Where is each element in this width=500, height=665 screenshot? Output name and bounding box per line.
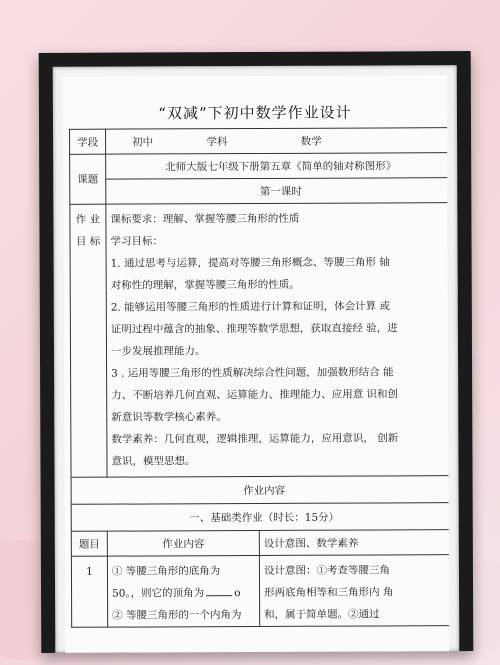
objective-line: 力、不断培养几何直观、运算能力、推理能力、应用意 识和创 bbox=[111, 388, 399, 402]
objective-line: 课标要求：理解、掌握等腰三角形的性质 bbox=[110, 212, 300, 226]
lesson-value: 第一课时 bbox=[106, 178, 450, 205]
design-line: 设计意图：①考查等腰三角 bbox=[263, 564, 390, 577]
document-title: “双减”下初中数学作业设计 bbox=[158, 103, 352, 123]
stage-value: 初中 bbox=[132, 135, 154, 149]
row-column-headers bbox=[71, 530, 449, 557]
col-header-content: 作业内容 bbox=[107, 530, 259, 556]
label-objectives bbox=[70, 204, 107, 477]
homework-design-table bbox=[69, 127, 449, 628]
objective-line: 证明过程中蕴含的抽象、推理等数学思想，获取直接经 验，进 bbox=[110, 322, 398, 336]
document-paper bbox=[63, 75, 450, 653]
col-header-design: 设计意图、数学素养 bbox=[259, 530, 449, 556]
item-number: 1 bbox=[71, 556, 107, 627]
objective-line: 对称性的理解，掌握等腰三角形的性质。 bbox=[110, 278, 300, 292]
basic-homework-title: 一、基础类作业（时长：15分） bbox=[71, 503, 449, 532]
answer-blank bbox=[206, 595, 232, 596]
topic-value: 北师大版七年级下册第五章《简单的轴对称图形》 bbox=[106, 153, 450, 180]
homework-header: 作业内容 bbox=[71, 476, 449, 505]
content-line: ② 等腰三角形的一个内角为 bbox=[112, 609, 242, 622]
design-line: 和，属于简单题。②通过 bbox=[264, 608, 380, 621]
objective-line: 意识，模型思想。 bbox=[111, 455, 196, 468]
objective-line: 一步发展推理能力。 bbox=[110, 345, 206, 358]
row-basic-homework bbox=[71, 503, 449, 532]
row-objectives bbox=[70, 203, 449, 478]
label-subject: 学科 bbox=[206, 135, 228, 148]
subject-value: 数学 bbox=[300, 135, 322, 148]
objectives-content bbox=[106, 203, 449, 478]
stage-subject-cell bbox=[106, 128, 450, 155]
row-topic bbox=[70, 153, 450, 180]
label-stage: 学段 bbox=[70, 129, 106, 154]
objective-line: 数学素养：几何直观，逻辑推理，运算能力，应用意识， 创新 bbox=[111, 432, 399, 446]
design-line: 形两底角相等和三角形内 角 bbox=[264, 586, 394, 599]
picture-frame bbox=[39, 51, 474, 653]
objective-line: 1. 通过思考与运算，提高对等腰三角形概念、等腰三角形 轴 bbox=[110, 256, 390, 270]
row-homework-header bbox=[71, 476, 449, 505]
item-design bbox=[259, 555, 449, 627]
label-topic: 课题 bbox=[70, 154, 106, 204]
content-tail: o bbox=[234, 587, 241, 600]
objective-line: 学习目标： bbox=[110, 235, 164, 248]
content-line-blank bbox=[112, 582, 255, 605]
row-lesson bbox=[70, 178, 450, 205]
col-header-no: 题目 bbox=[71, 531, 107, 556]
objectives-label: 作 业 目 标 bbox=[75, 213, 101, 248]
objective-line: 2. 能够运用等腰三角形的性质进行计算和证明，体会计算 或 bbox=[110, 300, 391, 314]
content-line: 50。，则它的顶角为 bbox=[112, 587, 205, 600]
frame-mat bbox=[53, 65, 460, 653]
item-content bbox=[107, 555, 259, 627]
objective-line: 3 . 运用等腰三角形的性质解决综合性问题，加强数形结合 能 bbox=[111, 366, 394, 380]
objective-line: 新意识等数学核心素养。 bbox=[111, 411, 227, 424]
content-line: ① 等腰三角形的底角为 bbox=[111, 565, 221, 578]
table-row bbox=[71, 555, 449, 628]
row-stage-subject bbox=[70, 128, 450, 155]
